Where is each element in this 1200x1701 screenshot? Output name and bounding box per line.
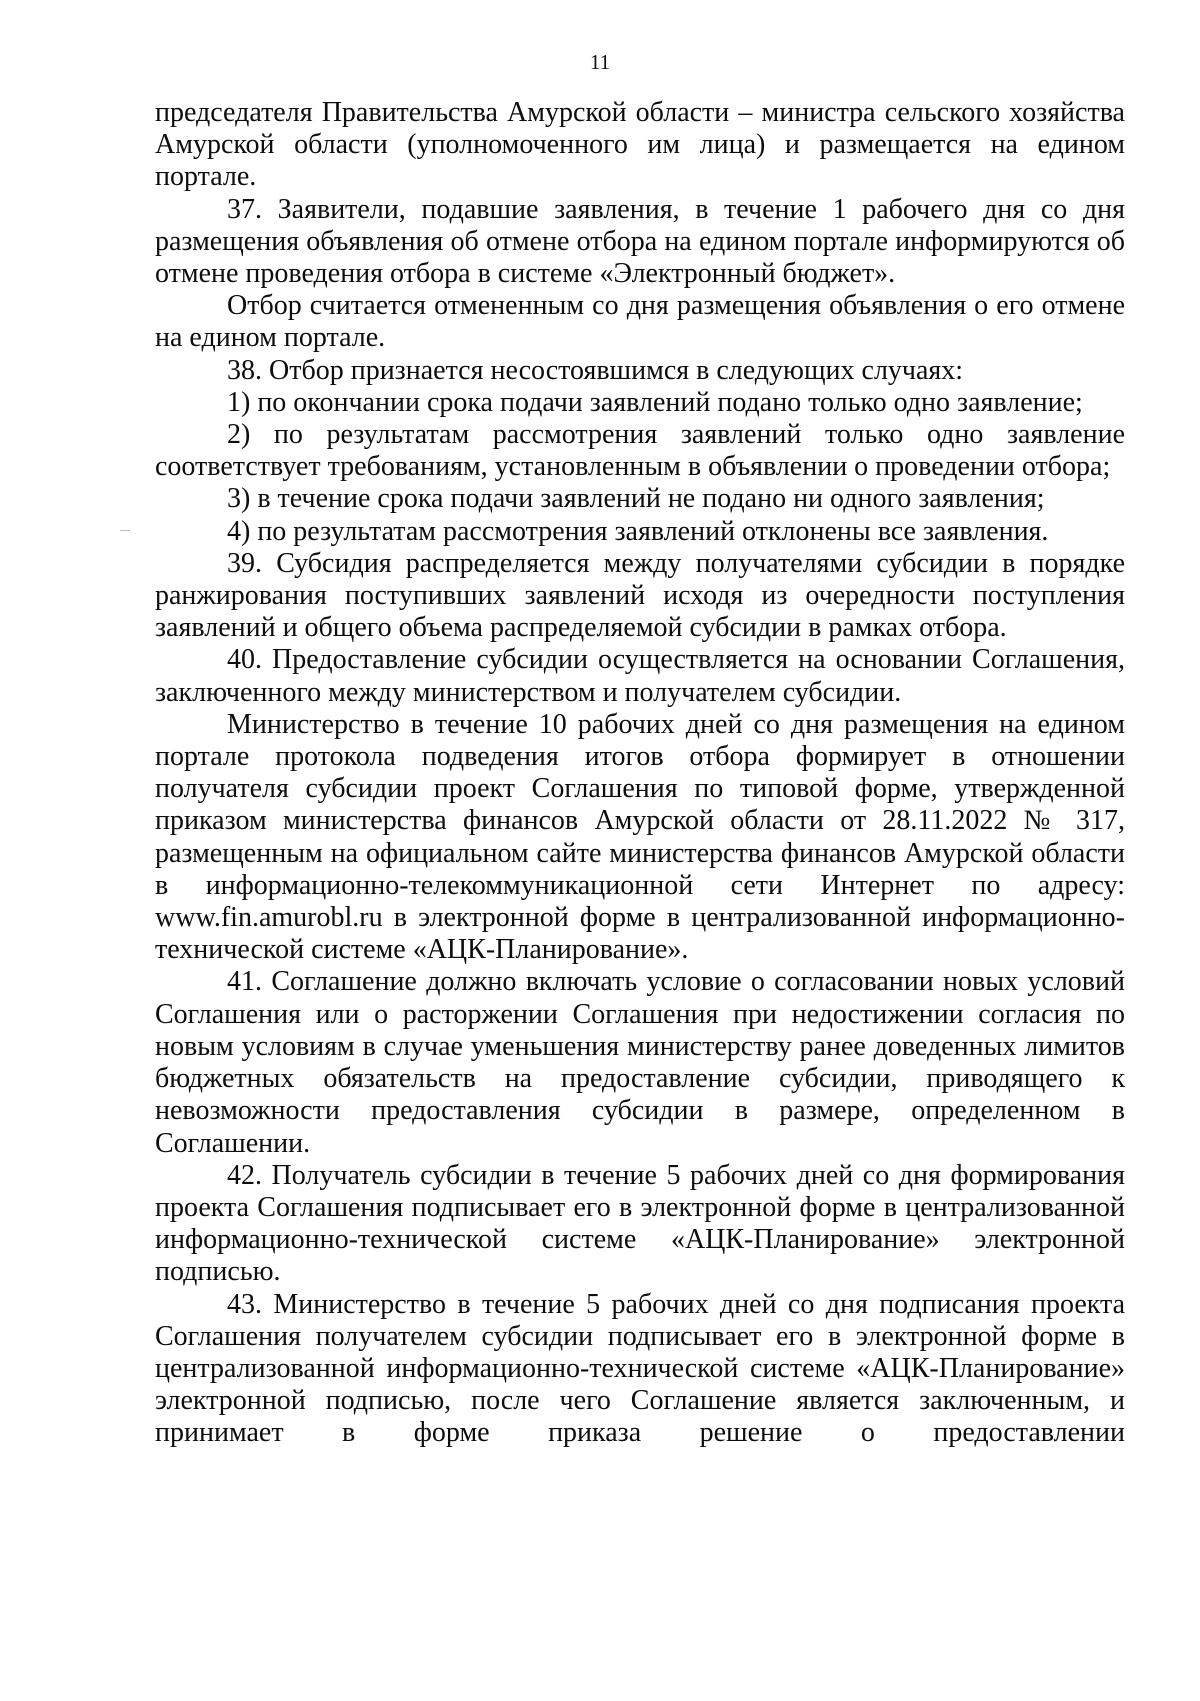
paragraph-38-item-2: 2) по результатам рассмотрения заявлений только одно заявление соответствует требованиям, установленным в объявлении о проведении отбора; xyxy=(155,419,1125,483)
paragraph-40: 40. Предоставление субсидии осуществляется на основании Соглашения, заключенного между министерством и получателем субсидии. xyxy=(155,644,1125,708)
paragraph-39: 39. Субсидия распределяется между получателями субсидии в порядке ранжирования поступивших заявлений исходя из очередности поступления заявлений и общего объема распределяемой субсидии в рамках отбора. xyxy=(155,547,1125,644)
page-number: 11 xyxy=(589,50,611,74)
paragraph-38-item-1: 1) по окончании срока подачи заявлений подано только одно заявление; xyxy=(227,386,1083,418)
paragraph-continuation: председателя Правительства Амурской области – министра сельского хозяйства Амурской области (уполномоченного им лица) и размещается на едином портале. xyxy=(155,97,1125,193)
paragraph-38-item-3: 3) в течение срока подачи заявлений не подано ни одного заявления; xyxy=(227,483,1045,515)
paragraph-38-item-4: 4) по результатам рассмотрения заявлений отклонены все заявления. xyxy=(227,515,1049,547)
scan-artifact xyxy=(120,530,130,531)
paragraph-40-ministry: Министерство в течение 10 рабочих дней со дня размещения на едином портале протокола подведения итогов отбора формирует в отношении получателя субсидии проект Соглашения по типовой форме, утвержденной приказом министерства финансов Амурской области от 28.11.2022 № 317, размещенным на официальном сайте министерства финансов Амурской области в информационно-телекоммуникационной сети Интернет по адресу: www.fin.amurobl.ru в электронной форме в централизованной информационно-технической системе «АЦК-Планирование». xyxy=(155,708,1125,966)
paragraph-42: 42. Получатель субсидии в течение 5 рабочих дней со дня формирования проекта Соглашения подписывает его в электронной форме в централизованной информационно-технической системе «АЦК-Планирование» электронной подписью. xyxy=(155,1159,1125,1288)
paragraph-38: 38. Отбор признается несостоявшимся в следующих случаях: xyxy=(227,354,964,386)
paragraph-41: 41. Соглашение должно включать условие о согласовании новых условий Соглашения или о расторжении Соглашения при недостижении согласия по новым условиям в случае уменьшения министерству ранее доведенных лимитов бюджетных обязательств на предоставление субсидии, приводящего к невозможности предоставления субсидии в размере, определенном в Соглашении. xyxy=(155,966,1125,1159)
paragraph-37-cancel-note: Отбор считается отмененным со дня размещения объявления о его отмене на едином портале. xyxy=(155,290,1125,354)
document-body xyxy=(155,97,1125,1450)
paragraph-37: 37. Заявители, подавшие заявления, в течение 1 рабочего дня со дня размещения объявления об отмене отбора на едином портале информируются об отмене проведения отбора в системе «Электронный бюджет». xyxy=(155,193,1125,290)
paragraph-43: 43. Министерство в течение 5 рабочих дней со дня подписания проекта Соглашения получателем субсидии подписывает его в электронной форме в централизованной информационно-технической системе «АЦК-Планирование» электронной подписью, после чего Соглашение является заключенным, и принимает в форме приказа решение о предоставлении xyxy=(155,1288,1125,1449)
